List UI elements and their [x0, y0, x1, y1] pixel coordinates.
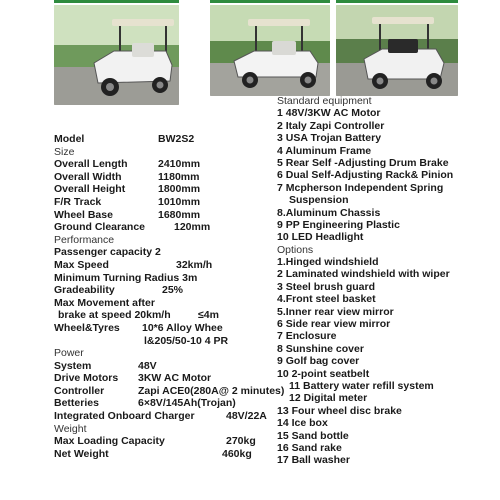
spec-key: Integrated Onboard Charger: [54, 410, 195, 423]
spec-value: 3KW AC Motor: [138, 372, 212, 385]
spec-key: Overall Length: [54, 158, 128, 171]
standard-item: 4 Aluminum Frame: [277, 144, 372, 157]
spec-row: [54, 171, 286, 184]
golf-cart-illustration: [336, 5, 458, 96]
spec-value: 10*6 Alloy Whee: [142, 321, 223, 334]
spec-value: 25%: [162, 284, 184, 297]
spec-row: Passenger capacity 2: [54, 246, 161, 259]
golf-cart-illustration: [54, 5, 179, 105]
spec-key: Ground Clearance: [54, 221, 146, 234]
top-accent-bar: [54, 0, 179, 3]
spec-row: [54, 385, 286, 398]
spec-value: Zapi ACE0(280A@ 2 minutes): [138, 384, 285, 397]
spec-key: F/R Track: [54, 195, 102, 208]
spec-row-model: [54, 133, 286, 146]
equipment-column: [277, 95, 497, 467]
option-item: 16 Sand rake: [277, 441, 342, 454]
spec-key: Wheel Base: [54, 208, 113, 221]
spec-key: Wheel&Tyres: [54, 321, 120, 334]
cart-photo-front: [54, 5, 179, 105]
option-item: 12 Digital meter: [289, 392, 368, 405]
option-item: 5.Inner rear view mirror: [277, 305, 394, 318]
spec-value: 1010mm: [158, 195, 201, 208]
spec-key: Drive Motors: [54, 372, 119, 385]
spec-row: Max Movement after: [54, 296, 155, 309]
spec-value: ≤4m: [198, 309, 219, 322]
spec-row: [54, 335, 286, 348]
section-heading-performance: Performance: [54, 233, 115, 246]
option-item: 4.Front steel basket: [277, 293, 376, 306]
spec-row: [54, 183, 286, 196]
spec-value: 1680mm: [158, 208, 201, 221]
spec-value: 32km/h: [176, 258, 213, 271]
standard-item: 9 PP Engineering Plastic: [277, 218, 400, 231]
spec-key: Max Speed: [54, 258, 109, 271]
spec-key: Gradeability: [54, 284, 115, 297]
spec-row: [54, 397, 286, 410]
spec-key: Overall Width: [54, 170, 122, 183]
spec-row: [54, 284, 286, 297]
spec-value: 460kg: [222, 447, 252, 460]
spec-value: BW2S2: [158, 133, 195, 145]
standard-item: 2 Italy Zapi Controller: [277, 119, 385, 132]
section-heading-power: Power: [54, 347, 84, 360]
spec-row: [54, 322, 286, 335]
section-heading-options: Options: [277, 243, 314, 256]
standard-item: 5 Rear Self -Adjusting Drum Brake: [277, 156, 449, 169]
spec-value: l&205/50-10 4 PR: [144, 334, 229, 347]
option-item: 1.Hinged windshield: [277, 256, 379, 269]
spec-row: [54, 448, 286, 461]
option-item: 15 Sand bottle: [277, 429, 349, 442]
cart-photo-rear: [336, 5, 458, 96]
spec-key: Overall Height: [54, 183, 126, 196]
section-heading-weight: Weight: [54, 422, 87, 435]
option-item: 10 2-point seatbelt: [277, 367, 370, 380]
spec-key: brake at speed 20km/h: [58, 309, 171, 322]
cart-photo-side: [210, 5, 330, 96]
standard-item: 10 LED Headlight: [277, 231, 364, 244]
section-heading-size: Size: [54, 145, 75, 158]
spec-row: [54, 372, 286, 385]
spec-row: [54, 410, 286, 423]
spec-key: Controller: [54, 384, 105, 397]
spec-row: [54, 158, 286, 171]
standard-item: Suspension: [289, 194, 349, 207]
spec-row: Minimum Turning Radius 3m: [54, 271, 198, 284]
spec-key: System: [54, 359, 92, 372]
spec-row: [54, 209, 286, 222]
spec-row: [54, 196, 286, 209]
spec-value: 1800mm: [158, 183, 201, 196]
standard-item: 6 Dual Self-Adjusting Rack& Pinion: [277, 169, 454, 182]
option-item: 13 Four wheel disc brake: [277, 404, 402, 417]
option-item: 8 Sunshine cover: [277, 342, 364, 355]
spec-row: [54, 309, 286, 322]
spec-row: [54, 435, 286, 448]
spec-key: Model: [54, 133, 85, 145]
spec-value: 48V: [138, 359, 157, 372]
standard-item: 3 USA Trojan Battery: [277, 132, 382, 145]
spec-key: Betteries: [54, 397, 99, 410]
spec-value: 1180mm: [158, 170, 200, 183]
option-item: 17 Ball washer: [277, 454, 350, 467]
option-item: 7 Enclosure: [277, 330, 337, 343]
spec-value: 120mm: [174, 221, 211, 234]
spec-key: Max Loading Capacity: [54, 435, 165, 448]
standard-item: 1 48V/3KW AC Motor: [277, 107, 381, 120]
option-item: 2 Laminated windshield with wiper: [277, 268, 450, 281]
golf-cart-illustration: [210, 5, 330, 96]
option-item: 6 Side rear view mirror: [277, 318, 391, 331]
option-item: 11 Battery water refill system: [289, 379, 434, 392]
spec-column: [54, 133, 286, 460]
spec-key: Net Weight: [54, 447, 109, 460]
top-accent-bar: [336, 0, 458, 3]
spec-row: [54, 221, 286, 234]
spec-value: 270kg: [226, 435, 256, 448]
standard-item: 7 Mcpherson Independent Spring: [277, 181, 444, 194]
spec-value: 6×8V/145Ah(Trojan): [138, 397, 236, 410]
standard-item: 8.Aluminum Chassis: [277, 206, 381, 219]
spec-row: [54, 259, 286, 272]
section-heading-standard: Standard equipment: [277, 95, 372, 107]
top-accent-bar: [210, 0, 330, 3]
option-item: 9 Golf bag cover: [277, 355, 360, 368]
spec-value: 48V/22A: [226, 410, 267, 423]
option-item: 3 Steel brush guard: [277, 280, 376, 293]
spec-row: [54, 360, 286, 373]
option-item: 14 Ice box: [277, 417, 328, 430]
spec-value: 2410mm: [158, 158, 201, 171]
